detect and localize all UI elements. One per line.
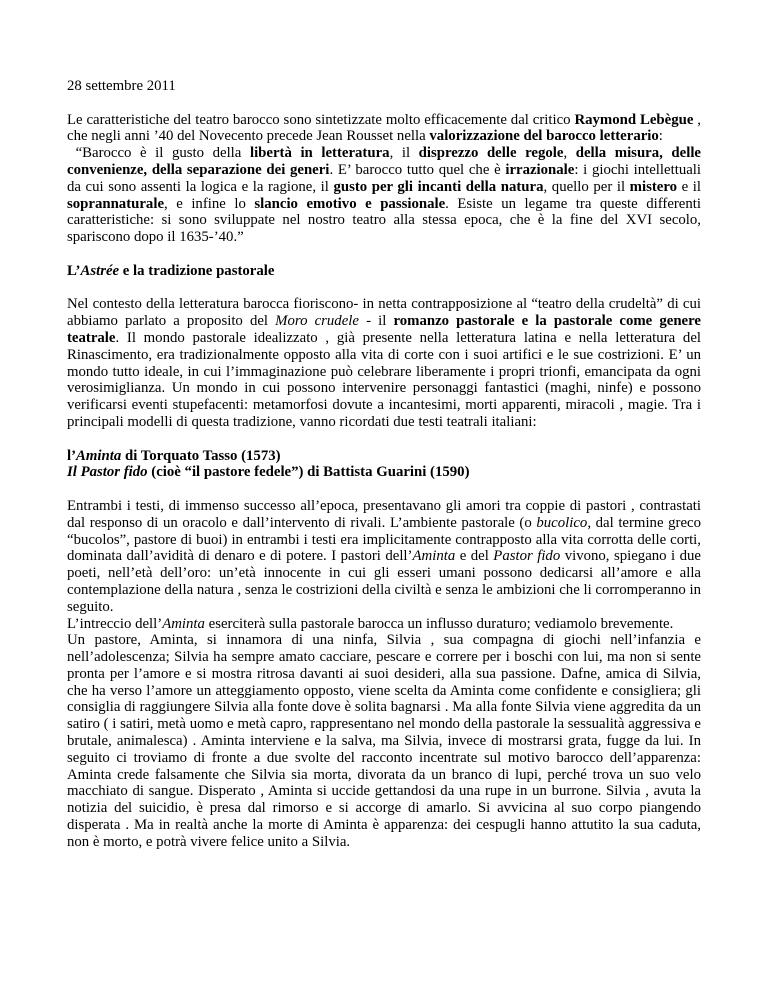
text-run: slancio emotivo e passionale: [254, 195, 446, 212]
text-run: l’: [67, 447, 77, 464]
text-run: vivono, spiegano i due poeti, nell’età dell’oro: un’età innocente in cui gli esseri umani possono dedicarsi all’amore e alla contemplazione della natura , senza le costrizioni della civiltà e senza le ambizioni che li corromperanno in seguito.: [67, 548, 701, 615]
text-run: gusto per gli incanti della natura: [333, 178, 544, 195]
text-run: Le caratteristiche del teatro barocco sono sintetizzate molto efficacemente dal critico: [67, 111, 575, 128]
text-run: Aminta: [412, 548, 456, 565]
text-run: Nel contesto della letteratura barocca fioriscono- in netta contrapposizione al “teatro della crudeltà” di cui abbiamo parlato a proposito del: [67, 296, 701, 330]
paragraph-storia-aminta: [67, 632, 701, 850]
paragraph-intro: [67, 112, 701, 146]
paragraph-entrambi: [67, 498, 701, 616]
text-run: romanzo pastorale e la pastorale come genere teatrale: [67, 313, 701, 346]
blockquote-barocco: [67, 145, 701, 246]
text-run: Un pastore, Aminta, si innamora di una ninfa, Silvia , sua compagna di giochi nell’infanzia e nell’adolescenza; Silvia ha sempre amato cacciare, pescare e correre per i boschi con lui, ma non si sente pronta per l’amore e si mostra ritrosa davanti ai suoi desideri, alla sua passione. Dafne, amica di Silvia, che ha verso l’amore un atteggiamento opposto, viene scelta da Aminta come confidente e consigliera; gli consiglia di raggiungere Silvia alla fonte dove è solita bagnarsi . Ma alla fonte Silvia viene aggredita da un satiro ( i satiri, metà uomo e metà capro, rappresentano nel mondo della pastorale la sessualità aggressiva e brutale, animalesca) . Aminta interviene e la salva, ma Silvia, invece di mostrarsi grata, fugge da lui. In seguito ci troviamo di fronte a due svolte del racconto incentrate sul motivo barocco dell’apparenza: Aminta crede falsamente che Silvia sia morta, divorata da un branco di lupi, perché trova un suo velo macchiato di sangue. Disperato , Aminta si uccide gettandosi da una rupe in un burrone. Silvia , avuta la notizia del suicidio, è presa dal rimorso e si accorge di amarlo. Si avvicina al suo corpo piangendo disperata . Ma in realtà anche la morte di Aminta è apparenza: dei cespugli hanno attutito la sua caduta, non è morto, e potrà vivere felice unito a Silvia.: [67, 632, 701, 850]
text-run: Il Pastor fido: [67, 464, 148, 481]
text-run: L’: [67, 262, 81, 279]
text-run: :: [658, 128, 663, 145]
text-run: disprezzo delle regole: [418, 145, 564, 162]
text-run: Aminta: [76, 447, 122, 464]
text-run: ,: [563, 145, 576, 162]
text-run: : i giochi intellettuali da cui sono assenti la logica e la ragione, il: [67, 161, 702, 195]
section-heading-astree: [67, 263, 701, 280]
paragraph-intreccio: [67, 616, 701, 633]
text-run: , quello per il: [543, 178, 630, 195]
text-run: L’intreccio dell’: [67, 615, 163, 632]
text-run: Pastor fido: [493, 548, 561, 565]
text-run: Moro crudele: [275, 313, 359, 330]
text-run: , che negli anni ’40 del Novecento precede Jean Rousset nella: [67, 111, 702, 145]
text-run: “Barocco è il gusto della: [67, 145, 250, 162]
text-run: Raymond Lebègue: [574, 111, 694, 128]
text-run: Aminta: [162, 615, 205, 632]
text-run: , dal termine greco “bucolos”, pastore di buoi) in entrambi i testi era implicitamente contrapposto alla vita corrotta delle corti, dominata dall’avidità di denaro e di potere. I pastori dell’: [67, 514, 701, 565]
text-run: eserciterà sulla pastorale barocca un influsso duraturo; vediamolo brevemente.: [204, 615, 674, 632]
text-run: mistero: [629, 178, 678, 195]
text-run: . E’ barocco tutto quel che è: [329, 161, 506, 178]
text-run: . Esiste un legame tra queste differenti caratteristiche: si sono sviluppate nel nostro teatro alla stessa epoca, che è la fine del XVI secolo, spariscono dopo il 1635-’40.”: [67, 195, 701, 246]
text-run: Entrambi i testi, di immenso successo all’epoca, presentavano gli amori tra coppie di pastori , contrastati dal responso di un oracolo e dall’intervento di rivali. L’ambiente pastorale (o: [67, 497, 701, 531]
paragraph-pastorale: [67, 296, 701, 430]
text-run: e il: [677, 178, 701, 195]
work-title-aminta: [67, 448, 701, 465]
text-run: irrazionale: [505, 161, 575, 178]
text-run: bucolico: [536, 514, 588, 531]
date-line: 28 settembre 2011: [67, 78, 176, 94]
text-run: . Il mondo pastorale idealizzato , già presente nella letteratura latina e nella letteratura del Rinascimento, era tradizionalmente opposto alla vita di corte con i suoi artifici e le sue costrizioni. E’ un mondo tutto ideale, in cui l’immaginazione può celebrare liberamente i propri trionfi, emancipata da ogni verosimiglianza. Un mondo in cui possono intervenire personaggi fantastici (maghi, ninfe) e possono verificarsi eventi stupefacenti: metamorfosi dovute a incantesimi, morti apparenti, miracoli , magie. Tra i principali modelli di questa tradizione, vanno ricordati due testi teatrali italiani:: [67, 329, 701, 430]
text-run: e del: [455, 548, 494, 565]
text-run: , e infine lo: [164, 195, 255, 212]
text-run: valorizzazione del barocco letterario: [429, 128, 659, 145]
text-run: Astrée: [80, 262, 120, 279]
text-run: , il: [389, 145, 419, 162]
text-run: (cioè “il pastore fedele”) di Battista Guarini (1590): [147, 464, 470, 481]
text-run: della misura, delle convenienze, della separazione dei generi: [67, 145, 702, 178]
text-run: soprannaturale: [67, 195, 165, 212]
text-run: e la tradizione pastorale: [119, 262, 275, 279]
text-run: di Torquato Tasso (1573): [121, 447, 281, 464]
work-title-pastor-fido: [67, 464, 701, 481]
text-run: libertà in letteratura: [249, 145, 390, 162]
text-run: - il: [358, 313, 394, 330]
